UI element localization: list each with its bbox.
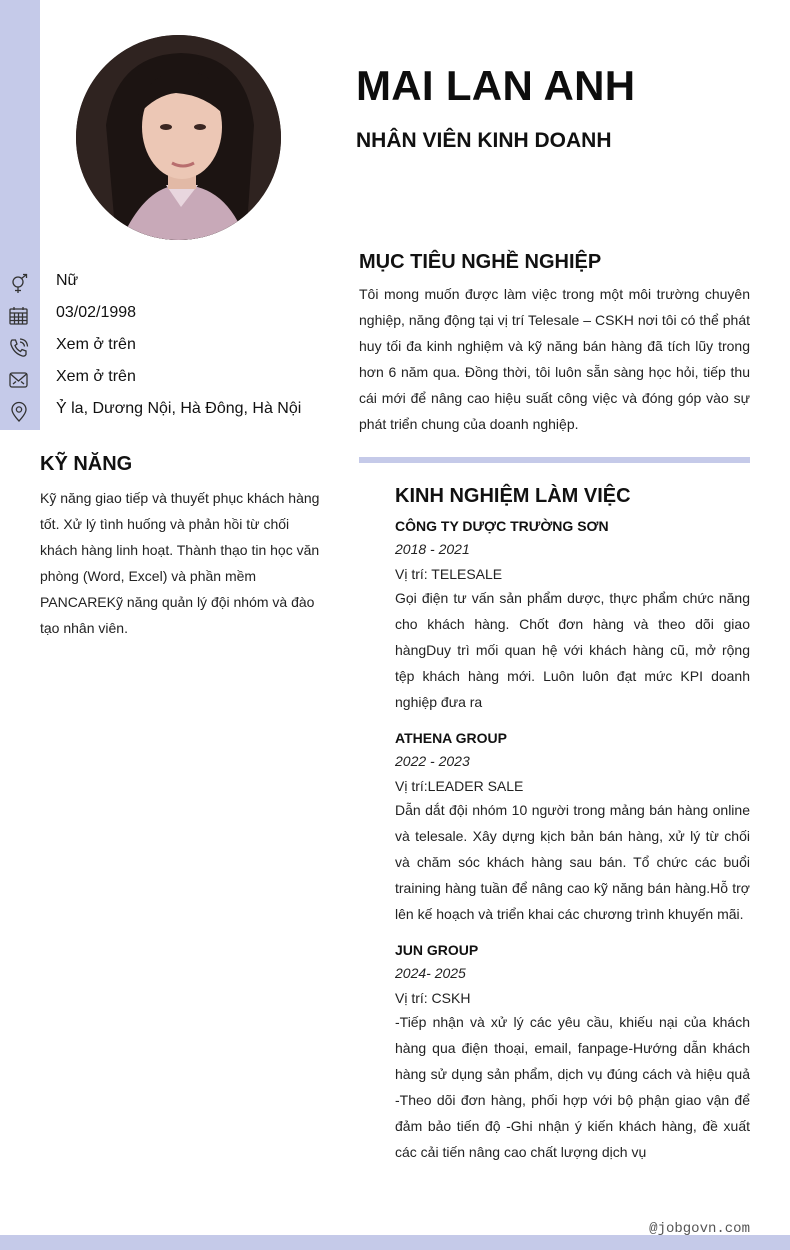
info-row-email <box>0 364 330 396</box>
job-entry-jun-group <box>395 941 750 1165</box>
job-position: Vị trí: TELESALE <box>395 566 503 582</box>
candidate-job-title: NHÂN VIÊN KINH DOANH <box>356 129 612 152</box>
info-address: Ỷ la, Dương Nội, Hà Đông, Hà Nội <box>56 400 302 417</box>
objective-heading: MỤC TIÊU NGHỀ NGHIỆP <box>359 251 602 273</box>
info-row-phone <box>0 332 330 364</box>
job-description: Dẫn dắt đội nhóm 10 người trong mảng bán hàng online và telesale. Xây dựng kịch bản bán hàng, xử lý từ chối và chăm sóc khách hàng sau bán. Tổ chức các buổi training hàng tuần để nâng cao kỹ năng bán hàng.Hỗ trợ lên kế hoạch và triển khai các chương trình khuyến mãi. <box>395 802 750 922</box>
job-position: Vị trí: CSKH <box>395 990 471 1006</box>
profile-photo <box>76 35 281 240</box>
info-row-address <box>0 396 330 428</box>
experience-heading: KINH NGHIỆM LÀM VIỆC <box>395 485 631 507</box>
info-birthdate: 03/02/1998 <box>56 304 137 321</box>
job-position: Vị trí:LEADER SALE <box>395 778 524 794</box>
info-gender: Nữ <box>56 272 79 289</box>
gender-icon <box>8 273 30 295</box>
job-entry-truong-son <box>395 517 750 715</box>
job-period: 2018 - 2021 <box>395 541 470 557</box>
job-period: 2024- 2025 <box>395 965 466 981</box>
candidate-name: MAI LAN ANH <box>356 62 636 109</box>
info-row-gender <box>0 268 330 300</box>
section-divider <box>359 457 750 463</box>
phone-icon <box>8 337 30 359</box>
info-email: Xem ở trên <box>56 368 136 385</box>
experience-section <box>395 485 750 1179</box>
job-description: -Tiếp nhận và xử lý các yêu cầu, khiếu nại của khách hàng qua điện thoại, email, fanpage-Hướng dẫn khách hàng sử dụng sản phẩm, dịch vụ đúng cách và hiệu quả -Theo dõi đơn hàng, phối hợp với bộ phận giao vận để đảm bảo tiến độ -Ghi nhận ý kiến khách hàng, đề xuất các cải tiến nâng cao chất lượng dịch vụ <box>395 1014 750 1160</box>
job-company: ATHENA GROUP <box>395 730 507 746</box>
job-description: Gọi điện tư vấn sản phẩm dược, thực phẩm chức năng cho khách hàng. Chốt đơn hàng và theo dõi giao hàngDuy trì mối quan hệ với khách hàng cũ, mở rộng tệp khách hàng mới. Luôn luôn đạt mức KPI doanh nghiệp đưa ra <box>395 590 750 710</box>
job-period: 2022 - 2023 <box>395 753 470 769</box>
objective-text: Tôi mong muốn được làm việc trong một môi trường chuyên nghiệp, năng động tại vị trí Telesale – CSKH nơi tôi có thể phát huy tối đa kinh nghiệm và kỹ năng bán hàng đã tích lũy trong hơn 6 năm qua. Đồng thời, tôi luôn sẵn sàng học hỏi, tiếp thu cái mới để nâng cao hiệu suất công việc và đóng góp vào sự phát triển chung của doanh nghiệp. <box>359 286 750 432</box>
info-phone: Xem ở trên <box>56 336 136 353</box>
job-company: CÔNG TY DƯỢC TRƯỜNG SƠN <box>395 518 609 534</box>
skills-heading: KỸ NĂNG <box>40 453 133 475</box>
site-watermark: @jobgovn.com <box>649 1221 750 1237</box>
personal-info-list <box>0 268 330 428</box>
calendar-icon <box>8 305 30 327</box>
profile-photo-illustration <box>76 35 281 240</box>
skills-text: Kỹ năng giao tiếp và thuyết phục khách hàng tốt. Xử lý tình huống và phản hồi từ chối khách hàng linh hoạt. Thành thạo tin học văn phòng (Word, Excel) và phần mềm PANCAREKỹ năng quản lý đội nhóm và đào tạo nhân viên. <box>40 490 320 636</box>
job-entry-athena <box>395 729 750 927</box>
mail-icon <box>8 369 30 391</box>
footer-accent-bar <box>0 1235 790 1250</box>
job-company: JUN GROUP <box>395 942 479 958</box>
info-row-birthdate <box>0 300 330 332</box>
location-pin-icon <box>8 401 30 423</box>
